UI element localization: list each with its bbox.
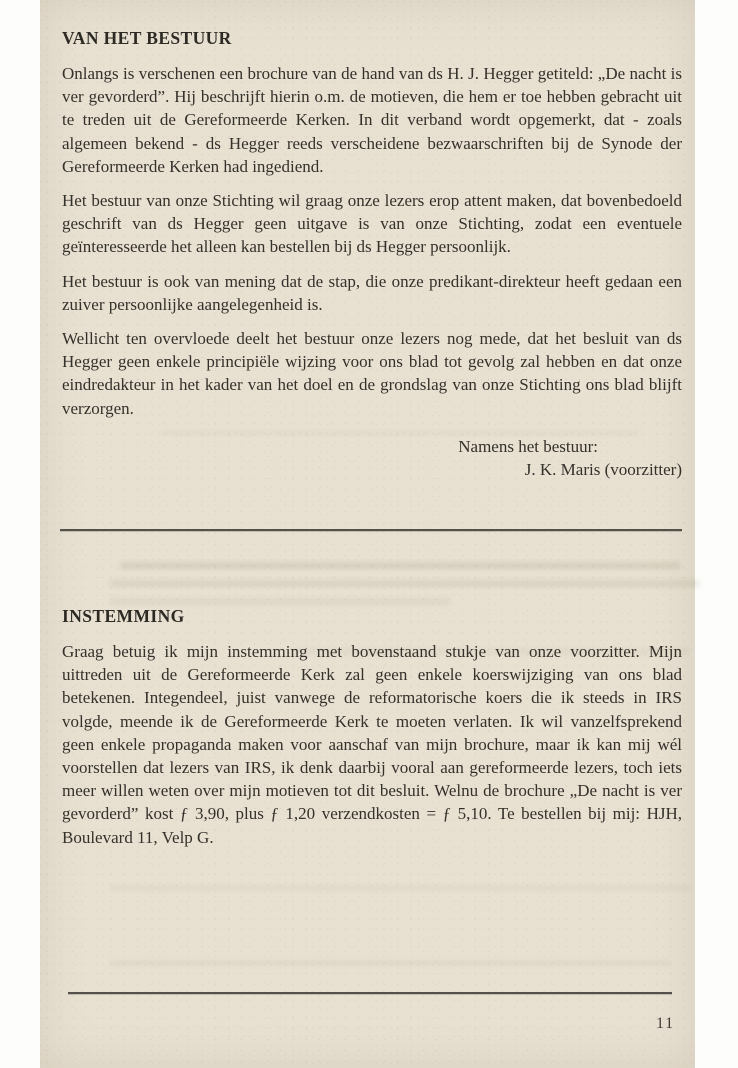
- signoff-block: [62, 435, 682, 481]
- signoff-role: Namens het bestuur:: [458, 436, 598, 456]
- signoff-name: J. K. Maris (voorzitter): [524, 460, 682, 480]
- section-heading-van-het-bestuur: VAN HET BESTUUR: [62, 28, 232, 48]
- footer-rule: [68, 992, 672, 994]
- page-number: 11: [656, 1015, 675, 1032]
- paragraph: Graag betuig ik mijn instemming met bovenstaand stukje van onze voorzitter. Mijn uittreden uit de Gereformeerde Kerk zal geen enkele koerswijziging van ons blad betekenen. Integendeel, juist vanwege de reformatorische koers die ik steeds in IRS volgde, meende ik de Gereformeerde Kerk te moeten verlaten. Ik wil vanzelfsprekend geen enkele propaganda maken voor aanschaf van mijn brochure, maar ik kan mij wél voorstellen dat lezers van IRS, ik denk daarbij vooral aan gereformeerde lezers, toch iets meer willen weten over mijn motieven tot dit besluit. Welnu de brochure „De nacht is ver gevorderd” kost ƒ 3,90, plus ƒ 1,20 verzendkosten = ƒ 5,10. Te bestellen bij mij: HJH, Boulevard 11, Velp G.: [62, 642, 682, 847]
- paragraph: Wellicht ten overvloede deelt het bestuur onze lezers nog mede, dat het besluit van ds Hegger geen enkele principiële wijzing voor ons blad tot gevolg zal hebben en dat onze eindredakteur in het kader van het doel en de grondslag van onze Stichting ons blad blijft verzorgen.: [62, 329, 682, 418]
- paragraph: Het bestuur is ook van mening dat de stap, die onze predikant-direkteur heeft gedaan een zuiver persoonlijke aangelegenheid is.: [62, 271, 682, 314]
- paragraph: Het bestuur van onze Stichting wil graag onze lezers erop attent maken, dat bovenbedoeld geschrift van ds Hegger geen uitgave is van onze Stichting, zodat een eventuele geïnteresseerde het alleen kan bestellen bij ds Hegger persoonlijk.: [62, 191, 682, 257]
- section-instemming: [62, 605, 682, 860]
- section-van-het-bestuur: [62, 27, 682, 481]
- paragraph: Onlangs is verschenen een brochure van de hand van ds H. J. Hegger getiteld: „De nacht is ver gevorderd”. Hij beschrijft hierin o.m. de motieven, die hem er toe hebben gebracht uit te treden uit de Gereformeerde Kerken. In dit verband wordt opgemerkt, dat - zoals algemeen bekend - ds Hegger reeds verscheidene bezwaarschriften bij de Synode der Gereformeerde Kerken had ingediend.: [62, 64, 682, 176]
- section-heading-instemming: INSTEMMING: [62, 606, 185, 626]
- page-content: [62, 0, 682, 1068]
- section-divider-rule: [60, 529, 682, 531]
